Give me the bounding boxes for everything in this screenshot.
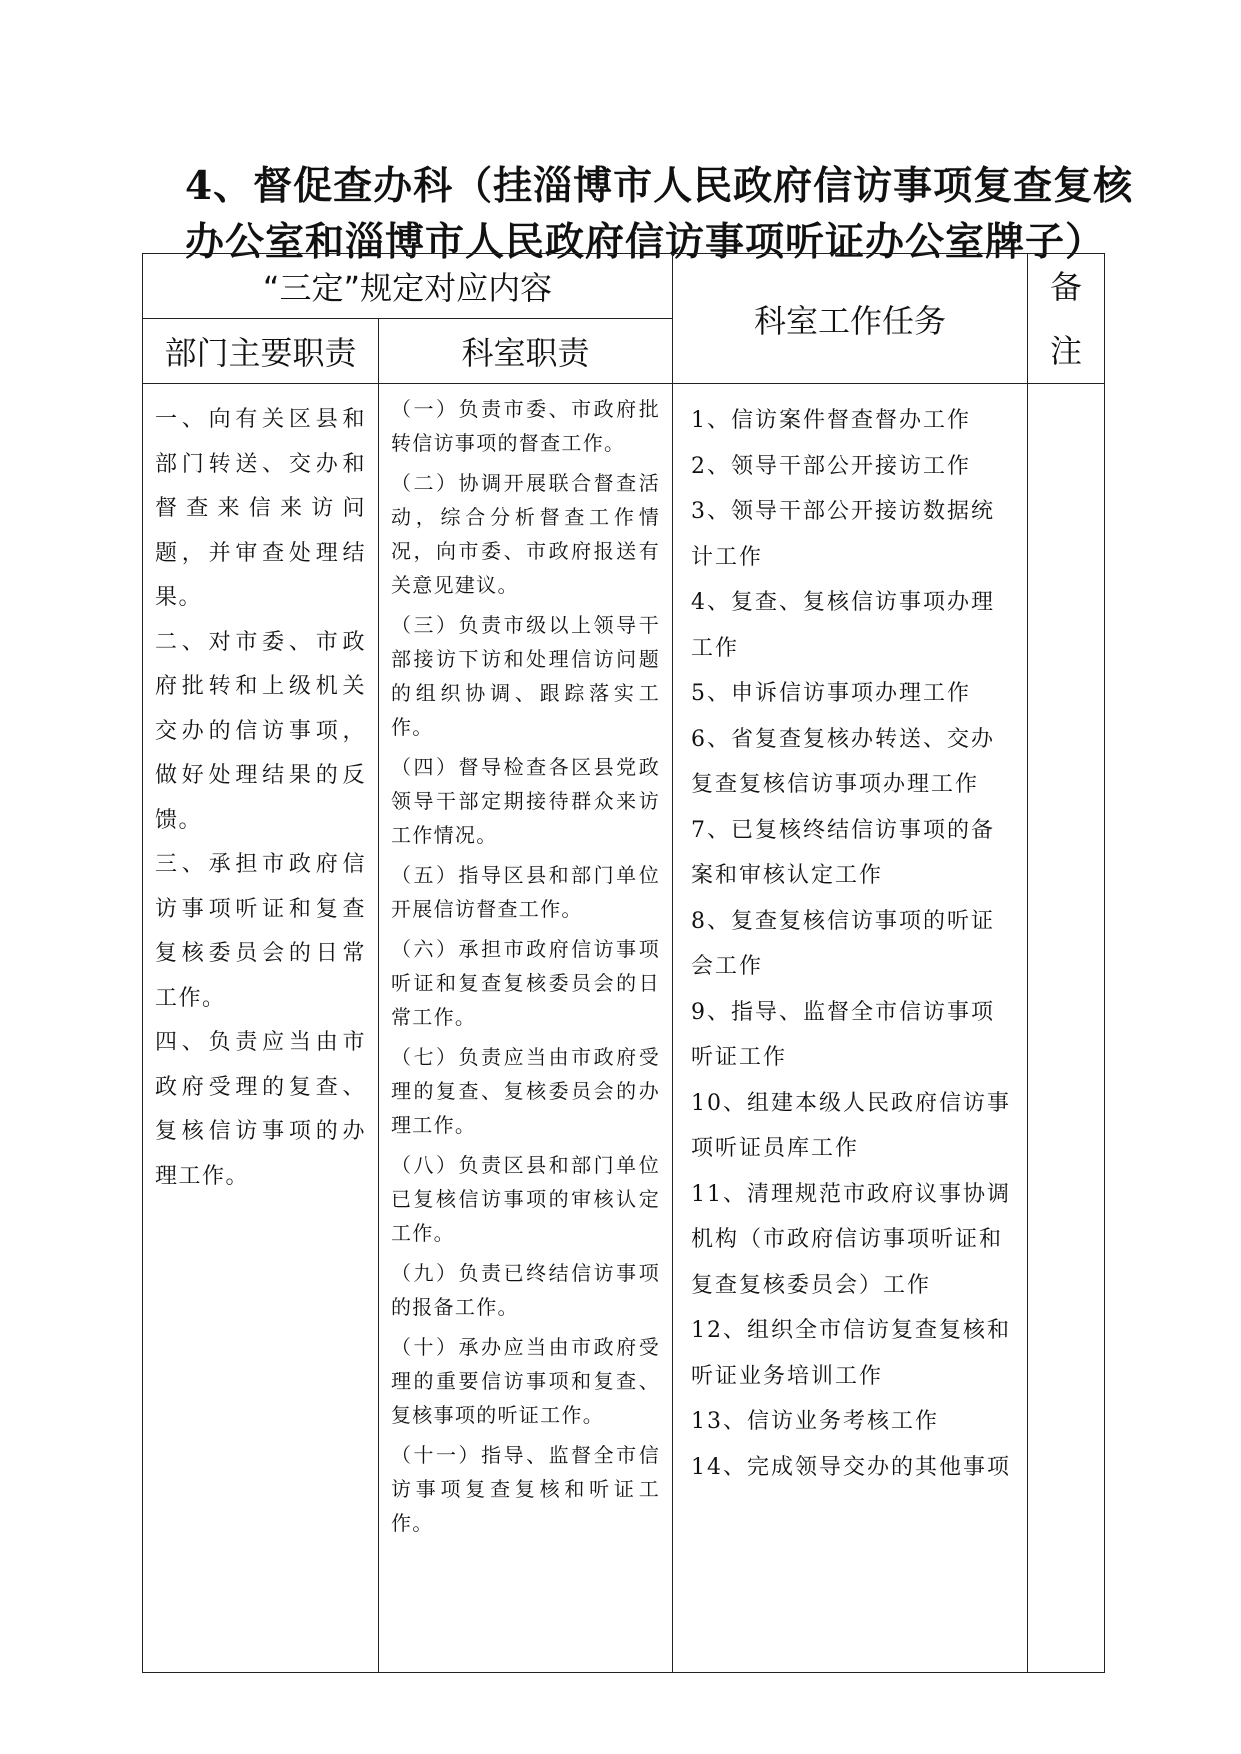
task-item: 13、信访业务考核工作 (691, 1409, 940, 1434)
header-notes (1028, 254, 1105, 384)
task-item: 7、已复核终结信访事项的备案和审核认定工作 (691, 817, 996, 888)
title-line-1: 4、督促查办科（挂淄博市人民政府信访事项复查复核 (185, 163, 1134, 209)
department-duty-item: 二、对市委、市政府批转和上级机关交办的信访事项，做好处理结果的反馈。 (155, 629, 366, 833)
section-duty-item: （十一）指导、监督全市信访事项复查复核和听证工作。 (391, 1443, 661, 1535)
title-line-2: 办公室和淄博市人民政府信访事项听证办公室牌子） (185, 219, 1106, 265)
header-department-duties: 部门主要职责 (143, 319, 379, 384)
section-duty-item: （一）负责市委、市政府批转信访事项的督查工作。 (391, 397, 661, 455)
task-item: 1、信访案件督查督办工作 (691, 408, 972, 433)
task-item: 14、完成领导交办的其他事项 (691, 1454, 1012, 1480)
section-duty-item: （三）负责市级以上领导干部接访下访和处理信访问题的组织协调、跟踪落实工作。 (391, 613, 661, 739)
section-duty-item: （六）承担市政府信访事项听证和复查复核委员会的日常工作。 (391, 937, 661, 1029)
section-duty-item: （八）负责区县和部门单位已复核信访事项的审核认定工作。 (391, 1153, 661, 1245)
section-duty-item: （七）负责应当由市政府受理的复查、复核委员会的办理工作。 (391, 1045, 661, 1137)
department-duty-item: 三、承担市政府信访事项听证和复查复核委员会的日常工作。 (155, 852, 366, 1011)
task-item: 4、复查、复核信访事项办理工作 (691, 590, 996, 661)
task-item: 6、省复查复核办转送、交办复查复核信访事项办理工作 (691, 726, 996, 797)
header-section-duties: 科室职责 (379, 319, 673, 384)
task-item: 11、清理规范市政府议事协调机构（市政府信访事项听证和复查复核委员会）工作 (691, 1181, 1012, 1298)
header-sanding-group: “三定”规定对应内容 (143, 254, 673, 319)
section-duties-cell (379, 384, 673, 1673)
header-notes-char-1: 备 (1050, 267, 1083, 306)
department-duty-item: 一、向有关区县和部门转送、交办和督查来信来访问题，并审查处理结果。 (155, 407, 366, 610)
section-duty-item: （五）指导区县和部门单位开展信访督查工作。 (391, 863, 661, 921)
section-duty-item: （十）承办应当由市政府受理的重要信访事项和复查、复核事项的听证工作。 (391, 1335, 661, 1427)
section-duty-item: （九）负责已终结信访事项的报备工作。 (391, 1261, 661, 1319)
department-duties-cell (143, 384, 379, 1673)
section-tasks-cell (673, 384, 1028, 1673)
task-item: 8、复查复核信访事项的听证会工作 (691, 908, 996, 979)
duties-table (142, 253, 1105, 1673)
header-notes-char-2: 注 (1050, 331, 1083, 370)
task-item: 3、领导干部公开接访数据统计工作 (691, 499, 996, 570)
section-duty-item: （四）督导检查各区县党政领导干部定期接待群众来访工作情况。 (391, 755, 661, 847)
task-item: 12、组织全市信访复查复核和听证业务培训工作 (691, 1318, 1012, 1389)
task-item: 5、申诉信访事项办理工作 (691, 681, 972, 706)
task-item: 2、领导干部公开接访工作 (691, 453, 972, 479)
department-duty-item: 四、负责应当由市政府受理的复查、复核信访事项的办理工作。 (155, 1030, 366, 1189)
header-section-tasks: 科室工作任务 (673, 254, 1028, 384)
section-duty-item: （二）协调开展联合督查活动，综合分析督查工作情况，向市委、市政府报送有关意见建议。 (391, 471, 661, 597)
notes-cell (1028, 384, 1105, 1673)
task-item: 10、组建本级人民政府信访事项听证员库工作 (691, 1090, 1012, 1161)
task-item: 9、指导、监督全市信访事项听证工作 (691, 999, 996, 1070)
